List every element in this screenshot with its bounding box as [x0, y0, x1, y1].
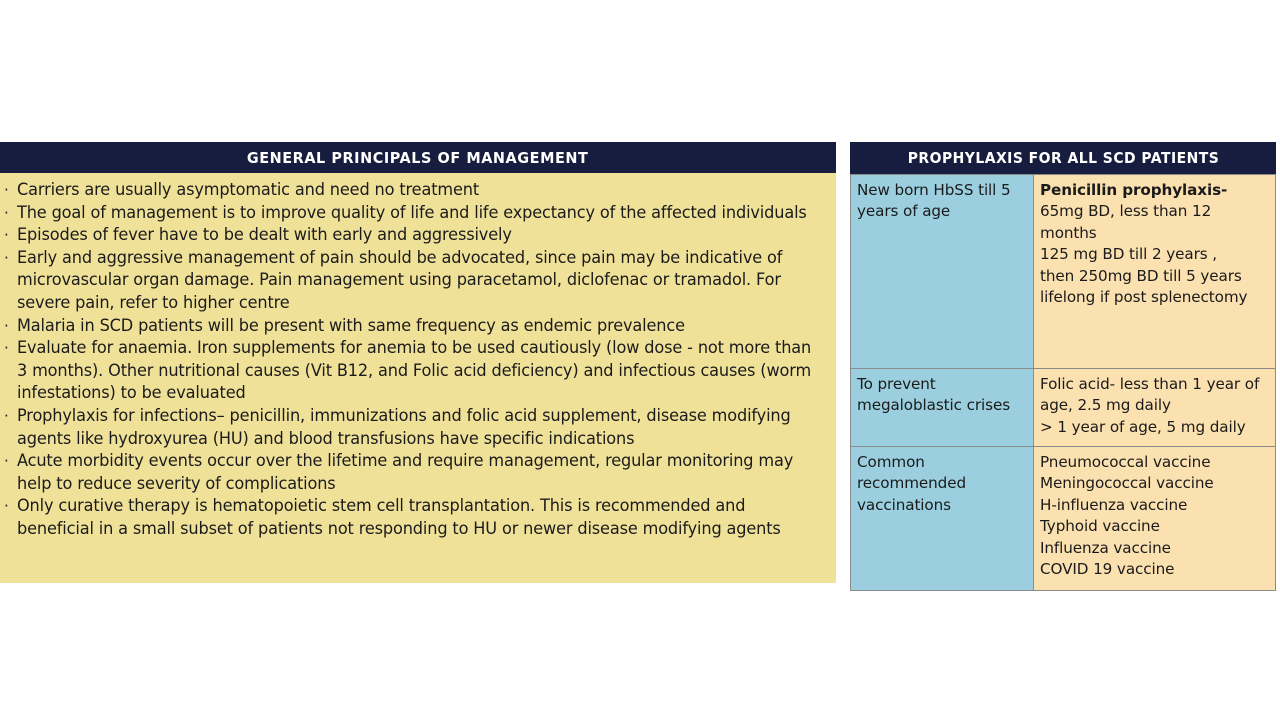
prophylaxis-detail-line: Penicillin prophylaxis- — [1040, 181, 1228, 199]
general-principles-header — [0, 142, 836, 173]
bullet-dot-icon: · — [4, 316, 9, 335]
prophylaxis-table-body — [851, 175, 1276, 591]
table-row — [851, 447, 1276, 591]
prophylaxis-category-cell: New born HbSS till 5 years of age — [851, 175, 1034, 369]
prophylaxis-detail-line: then 250mg BD till 5 years lifelong if post splenectomy — [1040, 266, 1248, 307]
bullet-text: Episodes of fever have to be dealt with early and aggressively — [17, 225, 512, 245]
bullet-item — [4, 315, 828, 338]
general-principles-bullet-list — [0, 173, 836, 541]
bullet-item — [4, 337, 828, 405]
bullet-dot-icon: · — [4, 203, 9, 222]
bullet-dot-icon: · — [4, 452, 9, 471]
prophylaxis-detail-cell — [1034, 175, 1276, 369]
bullet-item — [4, 495, 828, 540]
bullet-text: Acute morbidity events occur over the lifetime and require management, regular monitoring may help to reduce severity of complications — [17, 451, 794, 493]
bullet-text: The goal of management is to improve quality of life and life expectancy of the affected individuals — [17, 202, 807, 222]
bullet-item — [4, 202, 828, 225]
prophylaxis-detail-line: H-influenza vaccine — [1040, 495, 1188, 514]
bullet-item — [4, 224, 828, 247]
prophylaxis-detail-line: 125 mg BD till 2 years , — [1040, 245, 1218, 264]
prophylaxis-detail-line: Typhoid vaccine — [1040, 517, 1160, 536]
prophylaxis-header — [850, 142, 1276, 174]
bullet-dot-icon: · — [4, 339, 9, 358]
prophylaxis-table — [850, 174, 1276, 591]
bullet-item — [4, 247, 828, 315]
bullet-item — [4, 450, 828, 495]
prophylaxis-detail-line: Folic acid- less than 1 year of age, 2.5 mg daily — [1040, 375, 1260, 415]
bullet-dot-icon: · — [4, 181, 9, 199]
bullet-text: Early and aggressive management of pain should be advocated, since pain may be indicative of microvascular organ damage. Pain management using paracetamol, diclofenac or tramadol. For severe pain, refer to higher centre — [17, 247, 783, 312]
prophylaxis-detail-line: 65mg BD, less than 12 months — [1040, 202, 1212, 242]
prophylaxis-detail-cell — [1034, 369, 1276, 447]
bullet-item — [4, 405, 828, 450]
prophylaxis-detail-line: COVID 19 vaccine — [1040, 560, 1175, 579]
prophylaxis-detail-line: Pneumococcal vaccine — [1040, 453, 1211, 471]
bullet-dot-icon: · — [4, 497, 9, 516]
bullet-text: Evaluate for anaemia. Iron supplements for anemia to be used cautiously (low dose - not more than 3 months). Other nutritional causes (Vit B12, and Folic acid deficiency) and infectious causes (worm infestations) to be evaluated — [17, 338, 812, 403]
table-row — [851, 175, 1276, 369]
bullet-dot-icon: · — [4, 248, 9, 267]
bullet-dot-icon: · — [4, 406, 9, 425]
bullet-text: Prophylaxis for infections– penicillin, immunizations and folic acid supplement, disease modifying agents like hydroxyurea (HU) and blood transfusions have specific indications — [17, 405, 791, 448]
prophylaxis-panel — [850, 142, 1276, 585]
prophylaxis-detail-line: Meningococcal vaccine — [1040, 474, 1214, 493]
bullet-item — [4, 179, 828, 202]
bullet-text: Malaria in SCD patients will be present with same frequency as endemic prevalence — [17, 315, 685, 335]
prophylaxis-detail-cell — [1034, 447, 1276, 591]
general-principles-title: GENERAL PRINCIPALS OF MANAGEMENT — [247, 148, 589, 167]
general-principles-panel — [0, 142, 836, 583]
prophylaxis-category-cell: To prevent megaloblastic crises — [851, 369, 1034, 447]
table-row — [851, 369, 1276, 447]
prophylaxis-title: PROPHYLAXIS FOR ALL SCD PATIENTS — [907, 149, 1219, 167]
bullet-text: Carriers are usually asymptomatic and need no treatment — [17, 180, 480, 199]
prophylaxis-detail-line: > 1 year of age, 5 mg daily — [1040, 417, 1246, 436]
prophylaxis-category-cell: Common recommended vaccinations — [851, 447, 1034, 591]
bullet-text: Only curative therapy is hematopoietic stem cell transplantation. This is recommended and beneficial in a small subset of patients not responding to HU or newer disease modifying agents — [17, 496, 781, 538]
bullet-dot-icon: · — [4, 226, 9, 245]
prophylaxis-detail-line: Influenza vaccine — [1040, 538, 1171, 557]
